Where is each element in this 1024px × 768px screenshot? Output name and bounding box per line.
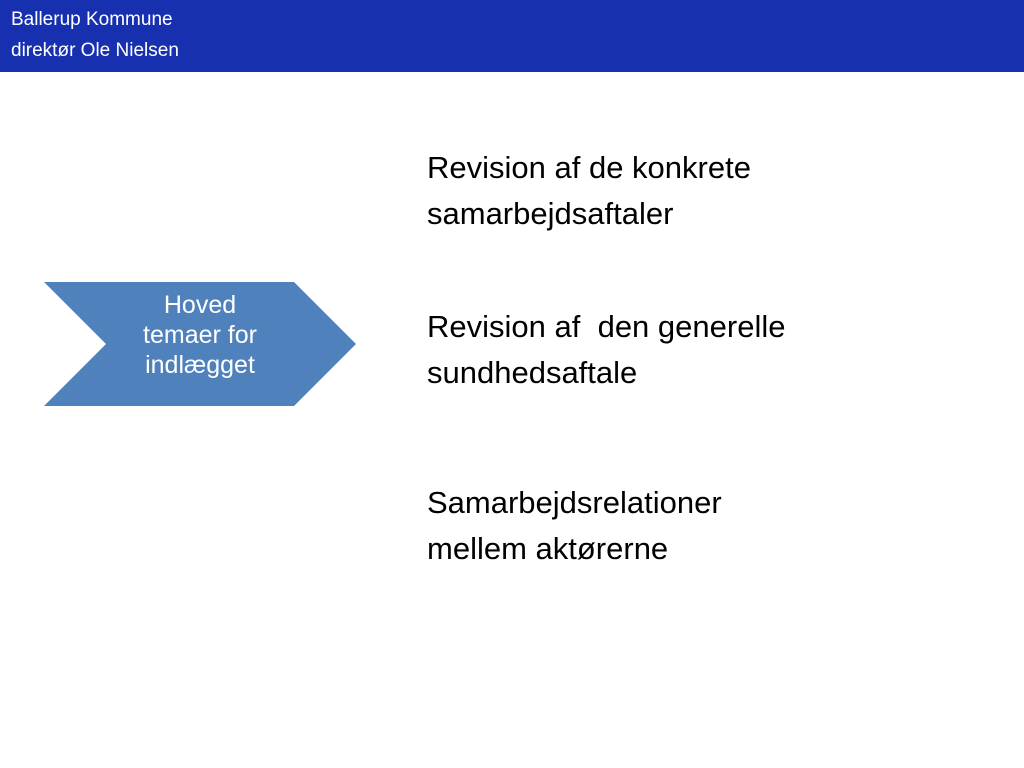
topics-chevron [44, 282, 356, 406]
organization-name: Ballerup Kommune [11, 9, 173, 30]
chevron-label-line: temaer for [143, 321, 257, 349]
topic-line: Samarbejdsrelationer [427, 485, 722, 520]
topic-item [427, 304, 987, 396]
topic-item [427, 480, 987, 572]
chevron-label [114, 290, 286, 380]
presenter-title: direktør Ole Nielsen [11, 40, 179, 61]
chevron-label-line: indlægget [145, 351, 255, 379]
topic-line: sundhedsaftale [427, 355, 638, 390]
chevron-label-line: Hoved [163, 291, 237, 319]
topic-line: Revision af de konkrete [427, 150, 751, 185]
topic-line: samarbejdsaftaler [427, 196, 674, 231]
topic-item [427, 145, 987, 237]
topic-line: mellem aktørerne [427, 531, 669, 566]
topic-line: Revision af den generelle [427, 309, 786, 344]
header-bar [0, 0, 1024, 72]
